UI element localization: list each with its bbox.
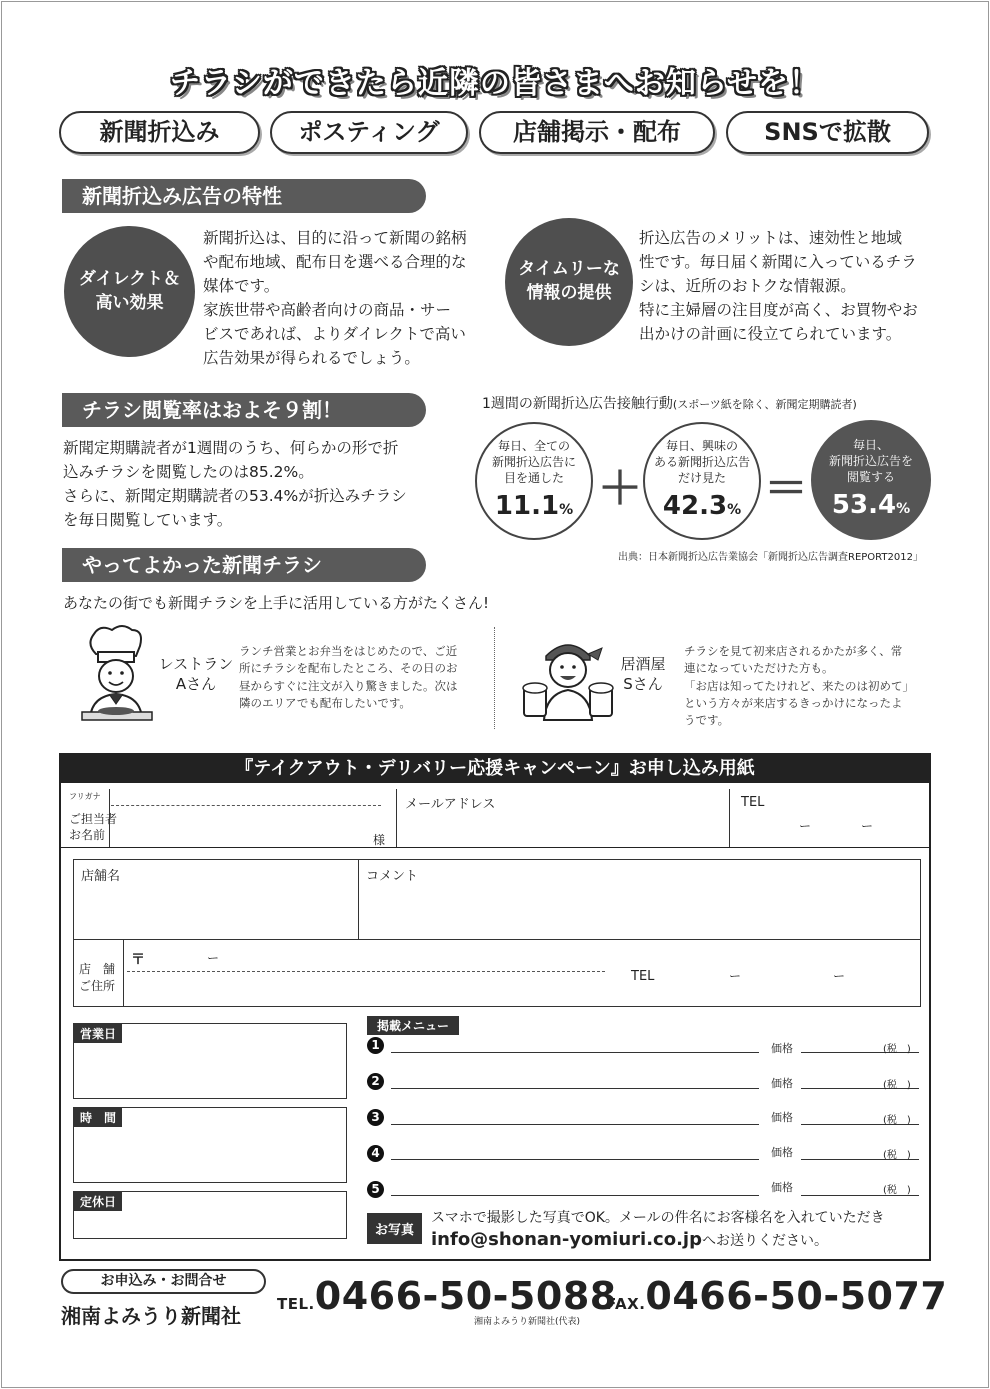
badge-line: 高い効果 — [95, 292, 164, 313]
menu-item-field[interactable] — [391, 1159, 759, 1160]
menu-number: 2 — [367, 1073, 384, 1090]
text-line: 特に主婦層の注目度が高く、お買物やお — [639, 301, 918, 320]
text-line: 出かけの計画に役立てられています。 — [639, 325, 902, 344]
stat-line: 新聞折込広告に — [491, 454, 576, 469]
stat-interest-inserts — [643, 422, 761, 540]
address-label — [79, 961, 115, 995]
tax-label: (税 ) — [883, 1115, 911, 1126]
menu-number: 4 — [367, 1145, 384, 1162]
divider — [61, 847, 929, 848]
furigana-field[interactable] — [111, 805, 381, 806]
tel-digits: 0466-50-5088 — [314, 1274, 617, 1318]
text-line: 連になっていただけた方も。 — [684, 661, 834, 676]
text-line: へお送りください。 — [701, 1232, 828, 1249]
tel-number[interactable] — [277, 1274, 617, 1318]
tax-label: (税 ) — [883, 1080, 911, 1091]
stat-unit: % — [727, 502, 742, 519]
label-line: ご住所 — [79, 978, 116, 993]
stat-unit: % — [559, 502, 574, 519]
left-description — [203, 226, 493, 370]
postal-dash: ー — [207, 951, 220, 965]
stat-line: 毎日、興味の — [665, 438, 738, 453]
tel-dash: ー — [861, 819, 874, 833]
contact-email-link[interactable]: info@shonan-yomiuri.co.jp — [431, 1228, 702, 1250]
fax-number — [606, 1274, 947, 1318]
section-heading-characteristics: 新聞折込み広告の特性 — [62, 179, 426, 213]
tax-label: (税 ) — [883, 1185, 911, 1196]
stat-line: ある新聞折込広告 — [653, 454, 750, 469]
text-line: 広告効果が得られるでしょう。 — [203, 349, 420, 368]
email-label: メールアドレス — [405, 797, 496, 812]
text-line: という方々が来店するきっかけになったよ — [684, 695, 903, 710]
stat-number: 42.3 — [662, 491, 728, 522]
testimonials-intro: あなたの街でも新聞チラシを上手に活用している方がたくさん! — [63, 594, 490, 612]
menu-number: 1 — [367, 1037, 384, 1054]
section-heading-testimonials: やってよかった新聞チラシ — [62, 548, 426, 582]
company-name: 湘南よみうり新聞社 — [61, 1304, 241, 1328]
price-label: 価格 — [771, 1181, 793, 1194]
persona-izakaya-name — [615, 655, 671, 694]
text-line: スマホで撮影した写真でOK。メールの件名にお客様名を入れていただき — [431, 1210, 885, 1226]
stats-source: 出典：日本新聞折込広告業協会「新聞折込広告調査REPORT2012」 — [618, 552, 923, 563]
text-line: 媒体です。 — [203, 277, 280, 296]
tax-label: (税 ) — [883, 1150, 911, 1161]
hours-label: 時 間 — [74, 1108, 122, 1127]
text-line: 込みチラシを閲覧したのは85.2%。 — [63, 463, 314, 482]
stat-number: 53.4 — [831, 490, 897, 521]
price-label: 価格 — [771, 1042, 793, 1055]
stat-number: 11.1 — [494, 491, 560, 522]
label-line: ご担当者 — [69, 812, 118, 826]
text-line: シは、近所のおトクな情報源。 — [639, 277, 856, 296]
menu-label: 掲載メニュー — [367, 1016, 459, 1035]
text-line: 「お店は知ってたけれど、来たのは初めて」 — [684, 678, 914, 693]
badge-timely-info — [505, 218, 633, 346]
text-line: 新聞定期購読者が1週間のうち、何らかの形で折 — [63, 439, 399, 457]
right-description — [639, 226, 939, 346]
shop-tel-label: TEL — [631, 969, 655, 984]
text-line: うです。 — [684, 713, 730, 727]
method-posting: ポスティング — [270, 111, 468, 154]
text-line: 昼からすぐに注文が入り驚きました。次は — [239, 678, 458, 693]
text-line: 家族世帯や高齢者向けの商品・サー — [203, 301, 452, 320]
shop-info-box — [73, 859, 921, 1007]
tel-note: 湘南よみうり新聞社(代表) — [474, 1317, 581, 1327]
menu-item-field[interactable] — [391, 1195, 759, 1196]
divider — [396, 789, 397, 847]
tel-dash: ー — [729, 969, 742, 983]
photo-label: お写真 — [367, 1213, 422, 1244]
sama-label: 様 — [373, 833, 386, 847]
shop-name-label: 店舗名 — [81, 869, 121, 884]
fax-prefix: FAX. — [606, 1295, 646, 1313]
badge-line: 情報の提供 — [526, 283, 612, 303]
stats-title-main: 1週間の新聞折込広告接触行動 — [482, 396, 673, 412]
stat-line: 閲覧する — [846, 470, 895, 485]
stat-line: 新聞折込広告を — [828, 453, 913, 468]
text-line: チラシを見て初来店されるかたが多く、常 — [684, 644, 903, 658]
page-title: チラシができたら近隣の皆さまへお知らせを！ — [169, 66, 821, 101]
testimonial-divider — [494, 627, 495, 729]
tax-label: (税 ) — [883, 1044, 911, 1055]
menu-item-field[interactable] — [391, 1088, 759, 1089]
text-line: を毎日閲覧しています。 — [63, 511, 233, 530]
stat-unit: % — [896, 501, 911, 518]
method-newspaper-insert: 新聞折込み — [59, 111, 260, 154]
persona-name-line: レストラン — [158, 655, 234, 673]
stat-all-inserts — [475, 422, 593, 540]
badge-direct-effect — [64, 226, 195, 357]
badge-line: ダイレクト＆ — [78, 268, 181, 289]
izakaya-illustration — [522, 632, 614, 722]
chef-illustration — [76, 622, 156, 728]
tel-label: TEL — [741, 795, 765, 810]
stat-line: 目を通した — [503, 471, 564, 486]
stat-value — [832, 488, 910, 523]
persona-restaurant-name — [158, 655, 234, 694]
menu-number: 5 — [367, 1181, 384, 1198]
stats-title-note: (スポーツ紙を除く、新聞定期購読者) — [672, 398, 857, 411]
stat-daily-view — [811, 420, 931, 540]
closed-days-label: 定休日 — [74, 1192, 122, 1211]
postal-mark: 〒 — [131, 952, 145, 968]
persona-name-line: 居酒屋 — [620, 655, 666, 673]
badge-line: タイムリーな — [518, 259, 620, 280]
tel-dash: ー — [833, 969, 846, 983]
menu-item-field[interactable] — [391, 1124, 759, 1125]
plus-sign: ＋ — [598, 463, 642, 514]
persona-name-line: Sさん — [623, 674, 663, 693]
text-line: 性です。毎日届く新聞に入っているチラ — [639, 253, 917, 272]
divider — [73, 939, 921, 940]
text-line: 所にチラシを配布したところ、その日のお — [239, 661, 458, 676]
equals-sign: ＝ — [764, 463, 808, 514]
persona-name-line: Aさん — [175, 674, 217, 693]
section-heading-view-rate: チラシ閲覧率はおよそ９割！ — [62, 393, 426, 427]
persona-izakaya-comment — [684, 643, 934, 729]
label-line: 店 舗 — [79, 962, 116, 976]
persona-restaurant-comment — [239, 643, 479, 712]
comment-label: コメント — [366, 869, 419, 884]
divider — [729, 789, 730, 847]
stat-line: 毎日、全ての — [497, 438, 570, 453]
photo-instructions — [431, 1209, 921, 1252]
stat-value — [663, 489, 741, 524]
divider — [358, 859, 359, 939]
price-label: 価格 — [771, 1146, 793, 1159]
application-form — [59, 753, 931, 1261]
tel-dash: ー — [799, 819, 812, 833]
text-line: や配布地域、配布日を選べる合理的な — [203, 253, 467, 272]
text-line: 新聞折込は、目的に沿って新聞の銘柄 — [203, 229, 467, 247]
view-rate-description — [63, 436, 433, 532]
form-title: 『テイクアウト・デリバリー応援キャンペーン』お申し込み用紙 — [61, 755, 929, 783]
divider — [109, 789, 110, 847]
furigana-label: フリガナ — [69, 792, 101, 801]
method-store-display: 店舗掲示・配布 — [479, 111, 715, 154]
tel-prefix: TEL. — [277, 1295, 315, 1313]
menu-number: 3 — [367, 1109, 384, 1126]
text-line: 折込広告のメリットは、速効性と地域 — [639, 229, 902, 247]
stat-value — [495, 489, 573, 524]
text-line: ランチ営業とお弁当をはじめたので、ご近 — [239, 644, 458, 658]
address-field[interactable] — [127, 971, 605, 972]
method-sns: SNSで拡散 — [726, 111, 929, 154]
divider — [123, 939, 124, 1007]
stats-title — [482, 393, 857, 413]
fax-digits: 0466-50-5077 — [645, 1274, 948, 1318]
text-line: ビスであれば、よりダイレクトで高い — [203, 325, 466, 344]
price-label: 価格 — [771, 1077, 793, 1090]
text-line: さらに、新聞定期購読者の53.4%が折込みチラシ — [63, 487, 407, 506]
text-line: 隣のエリアでも配布したいです。 — [239, 695, 411, 710]
inquiry-label: お申込み・お問合せ — [61, 1269, 266, 1294]
menu-item-field[interactable] — [391, 1052, 759, 1053]
stat-line: だけ見た — [677, 471, 726, 486]
price-label: 価格 — [771, 1111, 793, 1124]
stat-line: 毎日、 — [852, 437, 889, 452]
open-days-label: 営業日 — [74, 1024, 122, 1043]
label-line: お名前 — [69, 827, 106, 842]
